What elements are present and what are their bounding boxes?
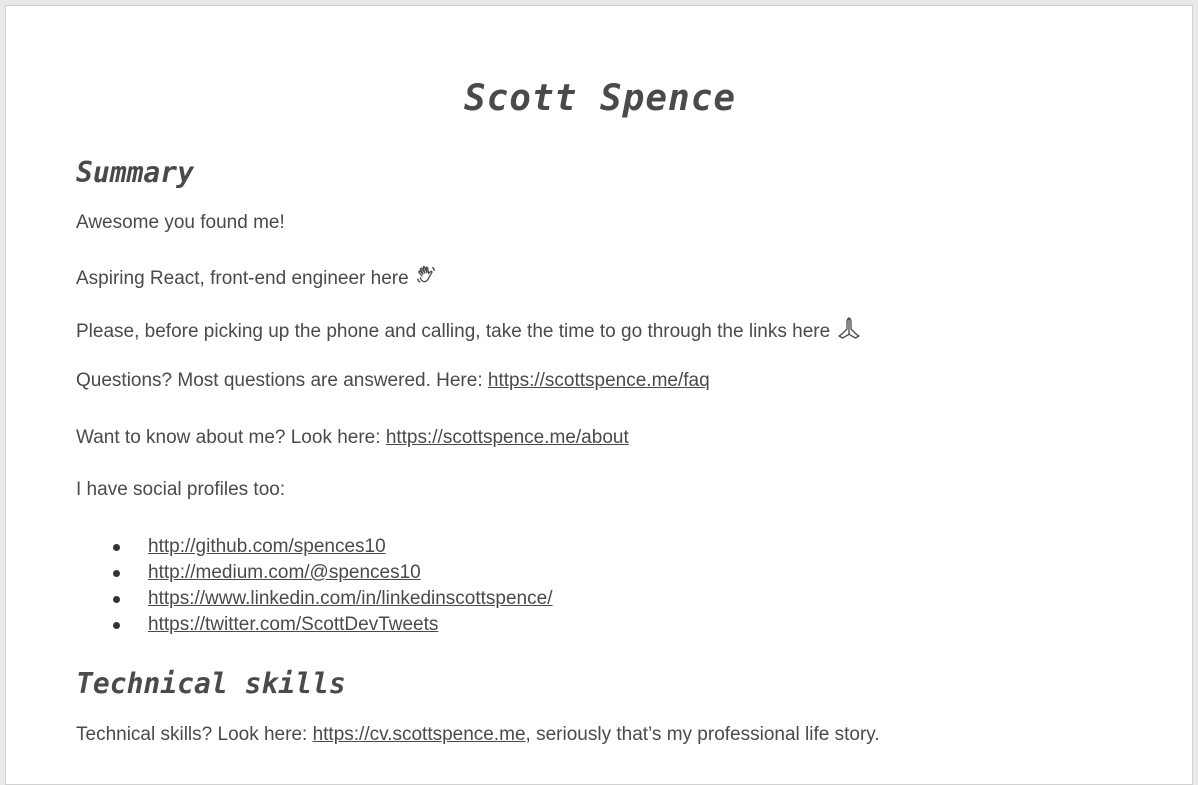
request-text: Please, before picking up the phone and calling, take the time to go through the links here — [76, 321, 831, 343]
about-line — [76, 425, 629, 451]
waving-hand-icon — [415, 263, 439, 295]
role-text: Aspiring React, front-end engineer here — [76, 268, 409, 290]
list-item — [76, 534, 552, 560]
technical-skills-line — [76, 722, 880, 748]
list-item — [76, 560, 552, 586]
technical-prefix: Technical skills? Look here: — [76, 724, 313, 745]
technical-suffix: , seriously that’s my professional life story. — [525, 724, 880, 745]
about-prefix: Want to know about me? Look here: — [76, 427, 386, 448]
greeting-text: Awesome you found me! — [76, 212, 285, 233]
faq-prefix: Questions? Most questions are answered. Here: — [76, 370, 488, 391]
page-title: Scott Spence — [463, 78, 737, 119]
summary-line-request — [76, 316, 862, 348]
summary-heading: Summary — [76, 156, 195, 189]
bullet — [113, 622, 120, 629]
social-intro: I have social profiles too: — [76, 479, 286, 500]
bullet — [113, 570, 120, 577]
social-links-list — [76, 534, 552, 638]
linkedin-link[interactable]: https://www.linkedin.com/in/linkedinscottspence/ — [148, 588, 553, 609]
twitter-link[interactable]: https://twitter.com/ScottDevTweets — [148, 614, 439, 635]
summary-line-role — [76, 263, 439, 295]
faq-link[interactable]: https://scottspence.me/faq — [487, 370, 710, 391]
about-link[interactable]: https://scottspence.me/about — [385, 427, 629, 448]
github-link[interactable]: http://github.com/spences10 — [148, 536, 386, 557]
medium-link[interactable]: http://medium.com/@spences10 — [148, 562, 421, 583]
summary-line-greeting — [76, 210, 285, 236]
bullet — [113, 544, 120, 551]
folded-hands-icon — [836, 316, 862, 348]
list-item — [76, 586, 552, 612]
cv-link[interactable]: https://cv.scottspence.me — [312, 724, 526, 745]
document-page — [5, 5, 1193, 785]
bullet — [113, 596, 120, 603]
list-item — [76, 612, 552, 638]
technical-skills-heading: Technical skills — [76, 667, 346, 700]
faq-line — [76, 368, 710, 394]
